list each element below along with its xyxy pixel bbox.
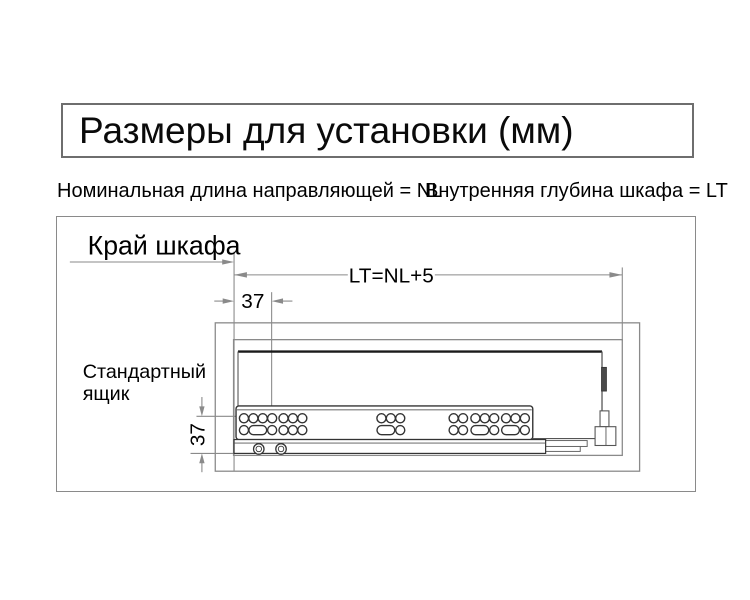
page-title: Размеры для установки (мм): [79, 109, 574, 151]
installation-diagram: [57, 217, 694, 490]
lt-arrowhead-left: [234, 272, 247, 278]
depth-dimension-label: LT=NL+5: [348, 264, 434, 288]
drawer-label-line2: ящик: [82, 382, 130, 405]
legend: [57, 180, 728, 203]
drawer-back-fitting: [602, 367, 607, 391]
dim37v-arrowhead-top: [199, 406, 204, 416]
diagram-box: [56, 216, 696, 492]
rail-holes-row1: [239, 414, 529, 423]
slide-rail: [234, 406, 546, 454]
dim37v-arrowhead-bottom: [199, 453, 204, 463]
lt-arrowhead-right: [609, 272, 622, 278]
dim37h-arrowhead-right: [272, 298, 283, 303]
legend-nominal-length: Номинальная длина направляющей = NL: [57, 180, 443, 202]
title-box: [61, 103, 694, 158]
drawer-label-line1: Стандартный: [82, 361, 207, 384]
drawer-rear-bracket: [600, 411, 609, 427]
dim37h-arrowhead-left: [223, 298, 234, 303]
legend-inner-depth: Внутренняя глубина шкафа = LT: [425, 180, 728, 202]
bottom-offset-dimension-label: 37: [186, 423, 210, 447]
rail-holes-row2: [239, 426, 529, 435]
drawer-rear-foot: [595, 427, 616, 446]
front-offset-dimension-label: 37: [241, 289, 265, 313]
cabinet-edge-label: Край шкафа: [87, 230, 241, 261]
